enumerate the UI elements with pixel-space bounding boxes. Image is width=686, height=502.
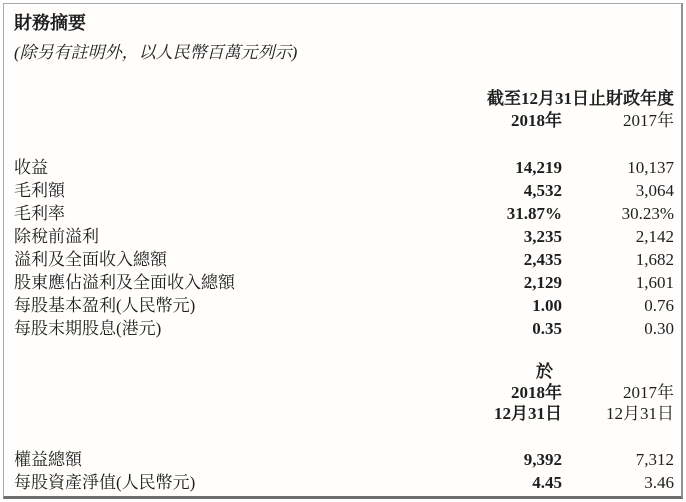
value-2018: 31.87%	[506, 204, 562, 223]
table-row	[10, 202, 674, 225]
row-label: 除稅前溢利	[14, 227, 99, 246]
value-2018: 0.35	[532, 319, 562, 338]
value-2017: 0.76	[644, 296, 674, 315]
value-2017: 3.46	[644, 473, 674, 492]
value-2017: 1,601	[635, 273, 674, 292]
column-header-2018-year: 2018年	[511, 383, 562, 402]
row-label: 毛利率	[14, 204, 65, 223]
value-2018: 1.00	[532, 296, 562, 315]
as-at-row	[10, 361, 674, 382]
row-label: 每股資產淨值(人民幣元)	[14, 473, 196, 492]
row-label: 每股基本盈利(人民幣元)	[14, 296, 196, 315]
income-statement-table	[10, 156, 674, 340]
spacer	[10, 361, 444, 382]
page-title: 財務摘要	[14, 13, 86, 33]
row-label: 毛利額	[14, 181, 65, 200]
spacer	[10, 110, 444, 132]
table-row	[10, 448, 674, 471]
spacer	[562, 361, 674, 382]
column-header-2017-year: 2017年	[623, 383, 674, 402]
column-header-2017: 2017年	[623, 111, 674, 130]
table-row	[10, 156, 674, 179]
table-row	[10, 317, 674, 340]
spacer	[10, 382, 444, 403]
row-label: 收益	[14, 158, 48, 177]
value-2018: 2,435	[523, 250, 562, 269]
table-row	[10, 471, 674, 494]
table-row	[10, 294, 674, 317]
date-column-headers	[10, 403, 674, 424]
value-2017: 7,312	[635, 450, 674, 469]
value-2017: 3,064	[635, 181, 674, 200]
table-row	[10, 248, 674, 271]
value-2017: 2,142	[635, 227, 674, 246]
value-2018: 2,129	[523, 273, 562, 292]
row-label: 股東應佔溢利及全面收入總額	[14, 273, 235, 292]
as-at-label: 於	[536, 362, 553, 381]
row-label: 每股末期股息(港元)	[14, 319, 162, 338]
balance-sheet-table	[10, 448, 674, 494]
year-column-headers	[10, 110, 674, 132]
year-column-headers	[10, 382, 674, 403]
value-2018: 4.45	[532, 473, 562, 492]
fiscal-year-header-title: 截至12月31日止財政年度	[487, 89, 674, 108]
table-row	[10, 271, 674, 294]
value-2018: 9,392	[523, 450, 562, 469]
value-2018: 4,532	[523, 181, 562, 200]
value-2018: 14,219	[515, 158, 562, 177]
spacer	[10, 403, 444, 424]
value-2017: 10,137	[627, 158, 674, 177]
value-2017: 1,682	[635, 250, 674, 269]
value-2017: 0.30	[644, 319, 674, 338]
row-label: 權益總額	[14, 450, 82, 469]
row-label: 溢利及全面收入總額	[14, 250, 167, 269]
financial-summary-page	[3, 3, 683, 499]
table-row	[10, 225, 674, 248]
table-row	[10, 179, 674, 202]
column-header-2018-date: 12月31日	[494, 404, 562, 423]
fiscal-year-header	[10, 88, 674, 132]
value-2017: 30.23%	[621, 204, 674, 223]
as-at-date-header	[10, 361, 674, 424]
column-header-2018: 2018年	[511, 111, 562, 130]
page-subtitle: (除另有註明外，以人民幣百萬元列示)	[14, 43, 298, 62]
value-2018: 3,235	[523, 227, 562, 246]
column-header-2017-date: 12月31日	[606, 404, 674, 423]
